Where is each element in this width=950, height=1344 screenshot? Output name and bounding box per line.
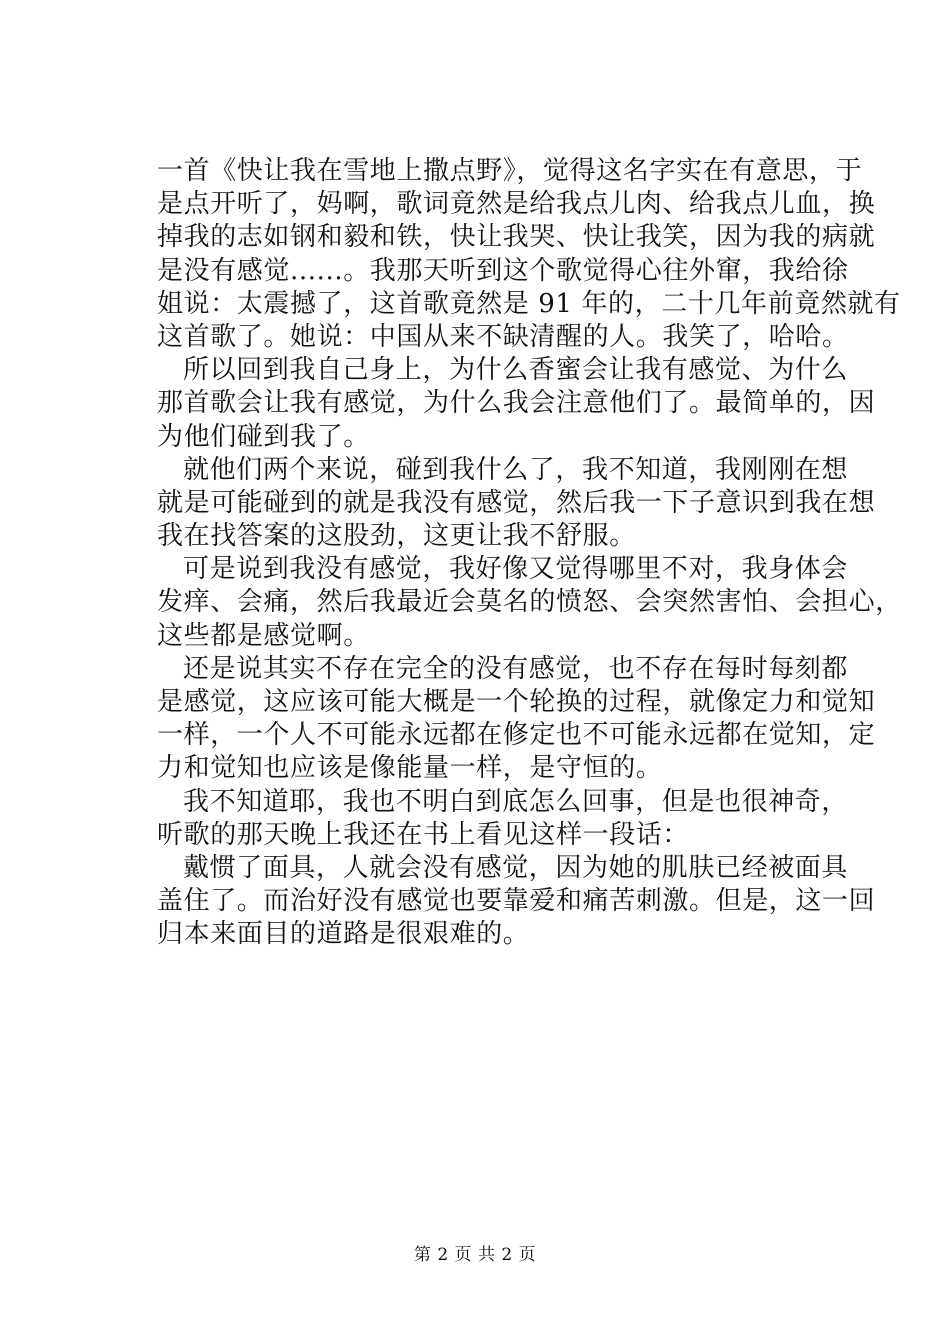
text-line: 还是说其实不存在完全的没有感觉，也不存在每时每刻都 <box>183 653 849 684</box>
text-line: 就他们两个来说，碰到我什么了，我不知道，我刚刚在想 <box>183 454 849 485</box>
text-line: 就是可能碰到的就是我没有感觉，然后我一下子意识到我在想 <box>157 487 876 518</box>
text-line: 一首《快让我在雪地上撒点野》，觉得这名字实在有意思，于 <box>157 156 863 186</box>
text-line: 是感觉，这应该可能大概是一个轮换的过程，就像定力和觉知 <box>157 687 876 717</box>
text-line: 姐说：太震撼了，这首歌竟然是 91 年的，二十几年前竟然就有 <box>157 288 901 319</box>
text-line: 一样，一个人不可能永远都在修定也不可能永远都在觉知，定 <box>157 720 876 751</box>
text-line: 掉我的志如钢和毅和铁，快让我哭、快让我笑，因为我的病就 <box>157 222 876 253</box>
page-number-label: 第 2 页 共 2 页 <box>413 1245 537 1265</box>
text-line: 那首歌会让我有感觉，为什么我会注意他们了。最简单的，因 <box>157 388 876 419</box>
text-line: 戴惯了面具，人就会没有感觉，因为她的肌肤已经被面具 <box>183 852 849 883</box>
text-line: 这首歌了。她说：中国从来不缺清醒的人。我笑了，哈哈。 <box>157 321 849 352</box>
document-body <box>157 155 902 952</box>
text-line: 我在找答案的这股劲，这更让我不舒服。 <box>157 521 636 552</box>
text-line: 是点开听了，妈啊，歌词竟然是给我点儿肉、给我点儿血，换 <box>157 189 876 220</box>
text-line: 可是说到我没有感觉，我好像又觉得哪里不对，我身体会 <box>183 554 849 585</box>
page-footer <box>0 1240 950 1265</box>
text-line: 这些都是感觉啊。 <box>157 620 370 651</box>
text-line: 力和觉知也应该是像能量一样，是守恒的。 <box>157 753 663 784</box>
text-line: 归本来面目的道路是很艰难的。 <box>157 919 530 950</box>
text-line: 听歌的那天晚上我还在书上看见这样一段话： <box>157 819 690 850</box>
text-line: 我不知道耶，我也不明白到底怎么回事，但是也很神奇， <box>183 786 849 817</box>
text-line: 是没有感觉......。我那天听到这个歌觉得心往外窜，我给徐 <box>157 255 849 286</box>
text-line: 盖住了。而治好没有感觉也要靠爱和痛苦刺激。但是，这一回 <box>157 886 876 917</box>
text-line: 为他们碰到我了。 <box>157 421 370 452</box>
text-line: 所以回到我自己身上，为什么香蜜会让我有感觉、为什么 <box>183 355 849 386</box>
text-line: 发痒、会痛，然后我最近会莫名的愤怒、会突然害怕、会担心， <box>157 587 902 618</box>
